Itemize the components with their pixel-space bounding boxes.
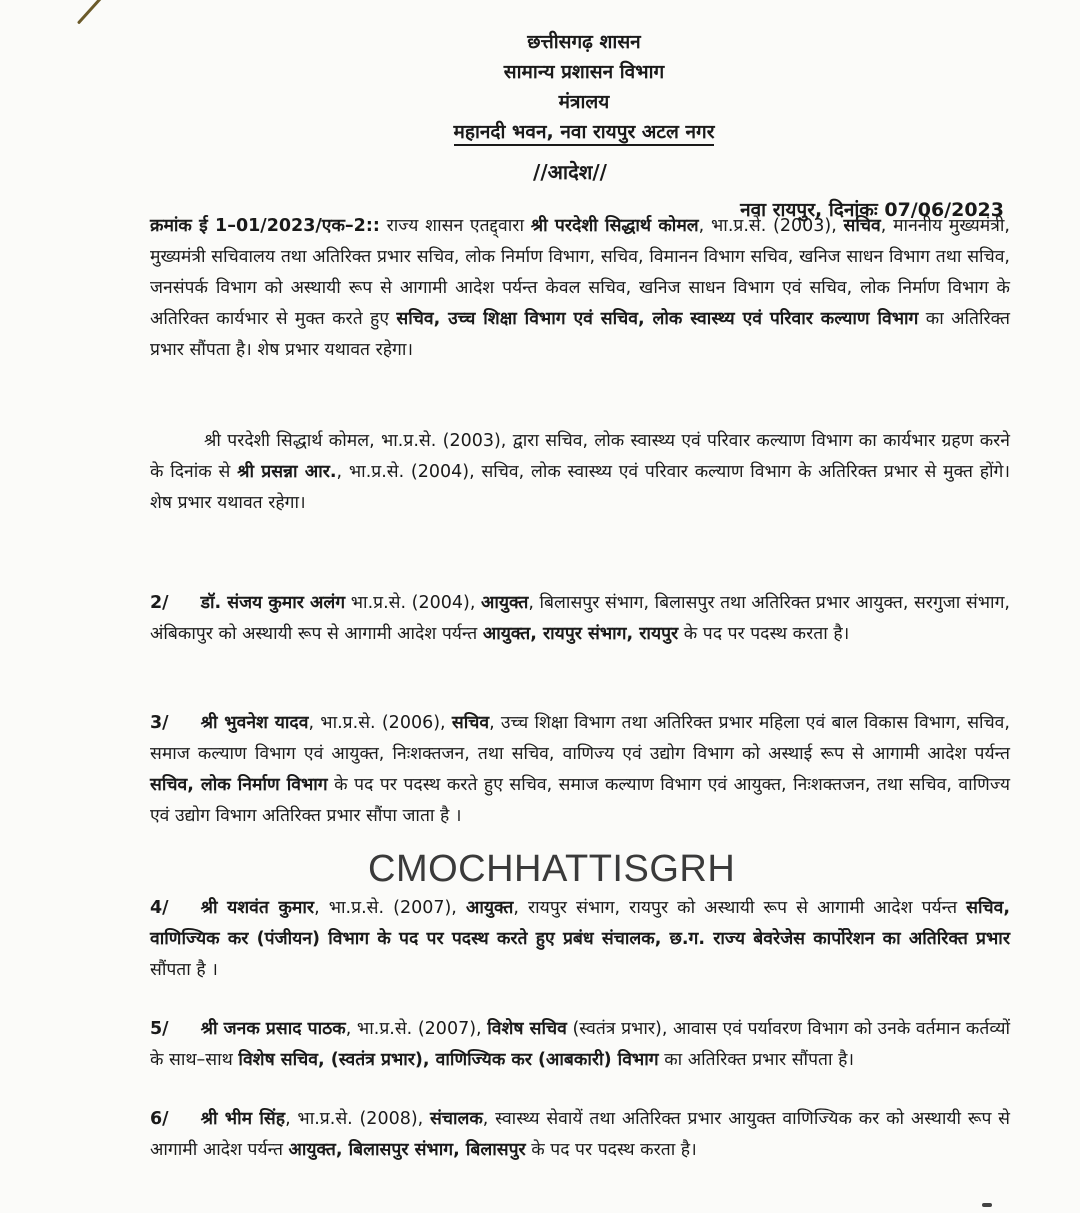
officer-post: सचिव xyxy=(843,216,881,236)
officer-name: श्री भुवनेश यादव xyxy=(200,713,309,733)
dateline: नवा रायपुर, दिनांकः 07/06/2023 xyxy=(740,199,1004,221)
new-posting: आयुक्त, रायपुर संभाग, रायपुर xyxy=(482,624,679,644)
paragraph-5: 5/ श्री जनक प्रसाद पाठक, भा.प्र.से. (2007), विशेष सचिव (स्वतंत्र प्रभार), आवास एवं पर्यावरण विभाग को उनके वर्तमान कर्तव्यों के साथ–साथ विशेष सचिव, (स्वतंत्र प्रभार), वाणिज्यिक कर (आबकारी) विभाग का अतिरिक्त प्रभार सौंपता है। xyxy=(150,1019,1010,1070)
officer-name: श्री प्रसन्ना आर. xyxy=(237,462,337,482)
new-posting: सचिव, उच्च शिक्षा विभाग एवं सचिव, लोक स्वास्थ्य एवं परिवार कल्याण विभाग xyxy=(396,309,919,329)
new-posting: सचिव, लोक निर्माण विभाग xyxy=(150,775,328,795)
order-reference: क्रमांक ई 1–01/2023/एक–2:: xyxy=(150,216,380,236)
header-ministry: मंत्रालय xyxy=(558,91,610,113)
header-address: महानदी भवन, नवा रायपुर अटल नगर xyxy=(44,118,1080,144)
officer-name: श्री भीम सिंह xyxy=(200,1109,286,1129)
paragraph-1b: श्री परदेशी सिद्धार्थ कोमल, भा.प्र.से. (2003), द्वारा सचिव, लोक स्वास्थ्य एवं परिवार कल्याण विभाग का कार्यभार ग्रहण करने के दिनांक से श्री प्रसन्ना आर., भा.प्र.से. (2004), सचिव, लोक स्वास्थ्य एवं परिवार कल्याण विभाग के अतिरिक्त प्रभार से मुक्त होंगे। शेष प्रभार यथावत रहेगा। xyxy=(150,431,1011,513)
officer-name: श्री यशवंत कुमार xyxy=(200,898,315,918)
officer-name: डॉ. संजय कुमार अलंग xyxy=(200,593,346,613)
paragraph-2: 2/ डॉ. संजय कुमार अलंग भा.प्र.से. (2004), आयुक्त, बिलासपुर संभाग, बिलासपुर तथा अतिरिक्त प्रभार आयुक्त, सरगुजा संभाग, अंबिकापुर को अस्थायी रूप से आगामी आदेश पर्यन्त आयुक्त, रायपुर संभाग, रायपुर के पद पर पदस्थ करता है। xyxy=(150,593,1010,644)
paragraph-number: 3/ xyxy=(150,713,169,733)
order-title: //आदेश// xyxy=(533,160,607,184)
header-department: सामान्य प्रशासन विभाग xyxy=(503,61,665,83)
officer-post: विशेष सचिव xyxy=(487,1019,567,1039)
officer-name: श्री परदेशी सिद्धार्थ कोमल xyxy=(530,216,699,236)
paragraph-number: 2/ xyxy=(150,593,169,613)
officer-post: संचालक xyxy=(430,1109,483,1129)
header-government: छत्तीसगढ़ शासन xyxy=(527,31,641,53)
officer-post: आयुक्त xyxy=(480,593,529,613)
paragraph-4: 4/ श्री यशवंत कुमार, भा.प्र.से. (2007), आयुक्त, रायपुर संभाग, रायपुर को अस्थायी रूप से आगामी आदेश पर्यन्त सचिव, वाणिज्यिक कर (पंजीयन) विभाग के पद पर पदस्थ करते हुए प्रबंध संचालक, छ.ग. राज्य बेवरेजेस कार्पोरेशन का अतिरिक्त प्रभार सौंपता है । xyxy=(150,898,1010,980)
officer-name: श्री जनक प्रसाद पाठक xyxy=(200,1019,346,1039)
paragraph-number: 5/ xyxy=(150,1019,169,1039)
new-posting: सचिव, वाणिज्यिक कर (पंजीयन) विभाग के पद पर पदस्थ करते हुए प्रबंध संचालक, छ.ग. राज्य बेवरेजेस कार्पोरेशन का अतिरिक्त प्रभार xyxy=(150,898,1010,949)
paragraph-number: 6/ xyxy=(150,1109,169,1129)
watermark: CMOCHHATTISGRH xyxy=(368,848,736,890)
paragraph-3: 3/ श्री भुवनेश यादव, भा.प्र.से. (2006), सचिव, उच्च शिक्षा विभाग तथा अतिरिक्त प्रभार महिला एवं बाल विकास विभाग, सचिव, समाज कल्याण विभाग एवं आयुक्त, निःशक्तजन, तथा सचिव, वाणिज्य एवं उद्योग विभाग को अस्थाई रूप से आगामी आदेश पर्यन्त सचिव, लोक निर्माण विभाग के पद पर पदस्थ करते हुए सचिव, समाज कल्याण विभाग एवं आयुक्त, निःशक्तजन, तथा सचिव, वाणिज्य एवं उद्योग विभाग अतिरिक्त प्रभार सौंपा जाता है । xyxy=(150,713,1010,826)
paragraph-6: 6/ श्री भीम सिंह, भा.प्र.से. (2008), संचालक, स्वास्थ्य सेवायें तथा अतिरिक्त प्रभार आयुक्त वाणिज्यिक कर को अस्थायी रूप से आगामी आदेश पर्यन्त आयुक्त, बिलासपुर संभाग, बिलासपुर के पद पर पदस्थ करता है। xyxy=(150,1109,1010,1160)
new-posting: विशेष सचिव, (स्वतंत्र प्रभार), वाणिज्यिक कर (आबकारी) विभाग xyxy=(238,1050,659,1070)
paragraph-1: क्रमांक ई 1–01/2023/एक–2:: राज्य शासन एतद्द्वारा श्री परदेशी सिद्धार्थ कोमल, भा.प्र.से. (2003), सचिव, माननीय मुख्यमंत्री, मुख्यमंत्री सचिवालय तथा अतिरिक्त प्रभार सचिव, लोक निर्माण विभाग, सचिव, विमानन विभाग सचिव, खनिज साधन विभाग तथा सचिव, जनसंपर्क विभाग को अस्थायी रूप से आगामी आदेश पर्यन्त केवल सचिव, खनिज साधन विभाग एवं सचिव, लोक निर्माण विभाग के अतिरिक्त कार्यभार से मुक्त करते हुए सचिव, उच्च शिक्षा विभाग एवं सचिव, लोक स्वास्थ्य एवं परिवार कल्याण विभाग का अतिरिक्त प्रभार सौंपता है। शेष प्रभार यथावत रहेगा। xyxy=(150,216,1011,360)
pen-mark xyxy=(77,0,106,25)
officer-post: आयुक्त xyxy=(465,898,514,918)
new-posting: आयुक्त, बिलासपुर संभाग, बिलासपुर xyxy=(288,1140,526,1160)
officer-post: सचिव xyxy=(451,713,490,733)
paragraph-number: 4/ xyxy=(150,898,169,918)
page-continuation-mark xyxy=(982,1203,992,1207)
